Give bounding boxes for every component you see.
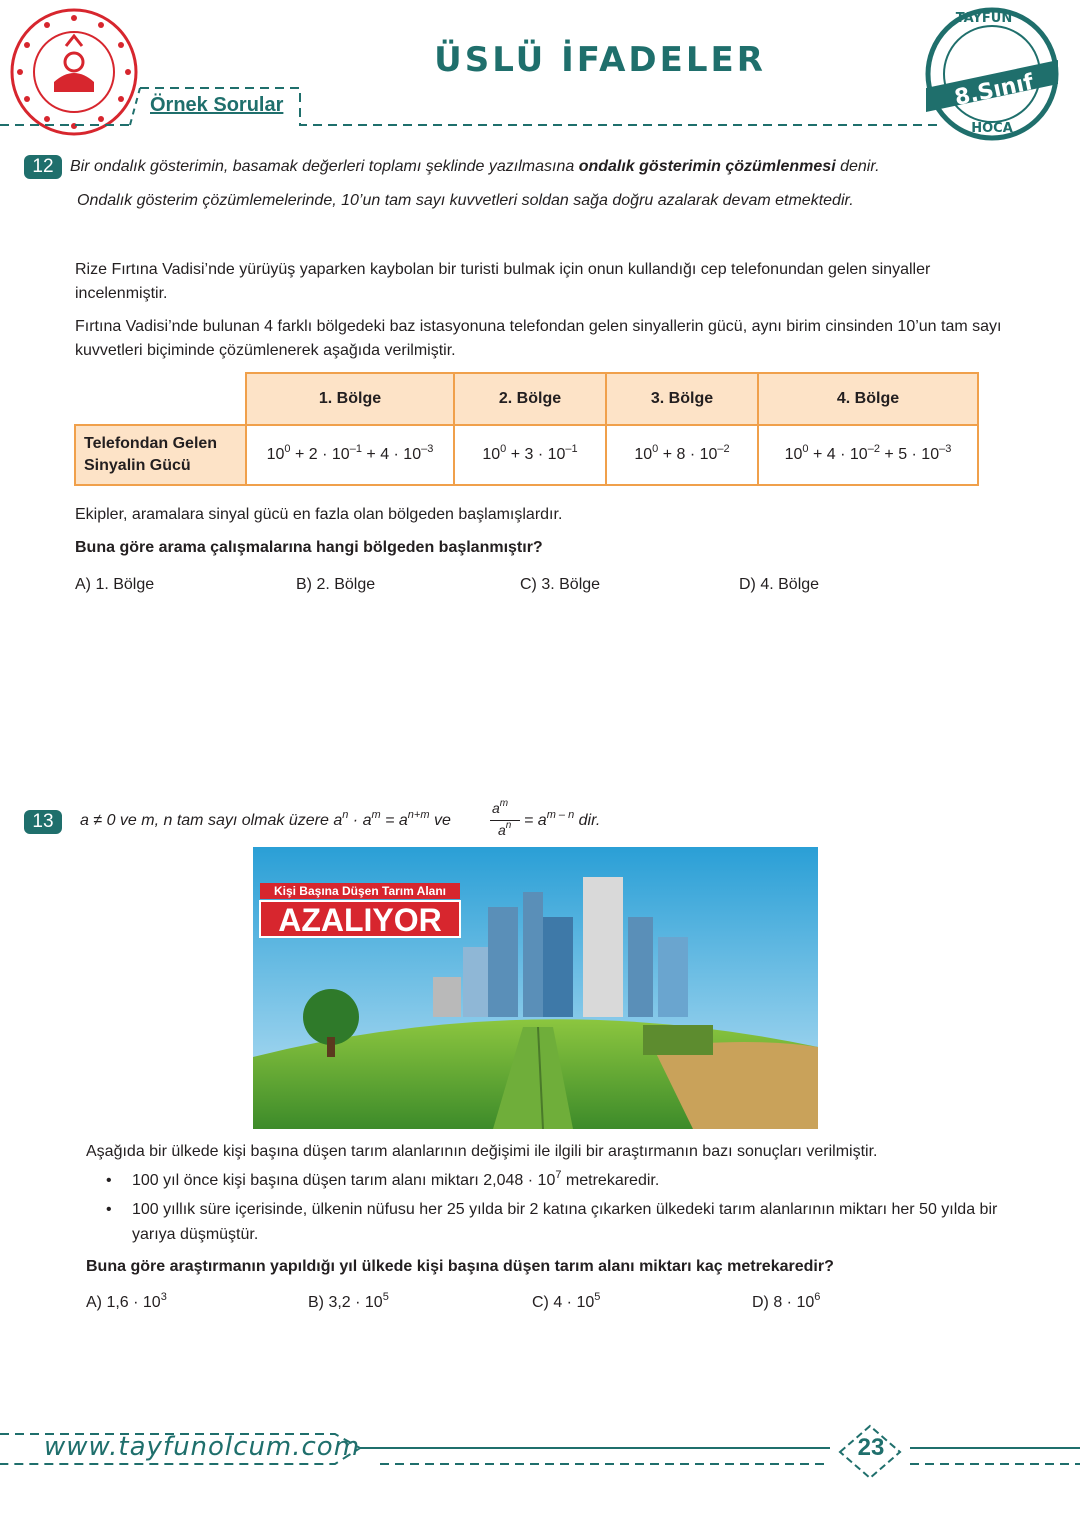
q13-option-b-exp: 5 — [382, 1291, 389, 1303]
q12-option-c[interactable]: C) 3. Bölge — [520, 576, 601, 593]
q13-option-b[interactable] — [308, 1291, 389, 1312]
q12-intro-plain: Bir ondalık gösterimin, basamak değerleri toplamı şeklinde yazılmasına — [70, 158, 579, 175]
tayfun-hoca-stamp — [918, 2, 1066, 144]
q13-bullet-list — [86, 1168, 1006, 1251]
q13-option-c-base: C) 4 · 10 — [532, 1294, 595, 1311]
q12-option-d[interactable]: D) 4. Bölge — [739, 576, 820, 593]
q13-question: Buna göre araştırmanın yapıldığı yıl ülkede kişi başına düşen tarım alanı miktarı kaç metrekaredir? — [86, 1258, 834, 1275]
q12-option-b[interactable]: B) 2. Bölge — [296, 576, 376, 593]
bullet1-exp: 7 — [555, 1169, 562, 1181]
question-number-12: 12 — [24, 155, 62, 179]
q13-option-c-exp: 5 — [594, 1291, 601, 1303]
q13-rule: a ≠ 0 ve m, n tam sayı olmak üzere $a^n \cdot a^m = a^{n+m}$ ve $a^m$ $a^n$ = $a^{m - n}$ dir. — [80, 798, 601, 838]
table-header-2: 2. Bölge — [454, 373, 606, 425]
q13-option-d[interactable] — [752, 1291, 821, 1312]
q13-bullet-2: • 100 yıllık süre içerisinde, ülkenin nüfusu her 25 yılda bir 2 katına çıkarken ülkedeki tarım alanlarının miktarı her 50 yılda bir yarıya düşmüştür. — [86, 1197, 1006, 1247]
q13-option-c[interactable] — [532, 1291, 601, 1312]
page-title: ÜSLÜ İFADELER — [434, 40, 766, 80]
q12-paragraph-2: Fırtına Vadisi’nde bulunan 4 farklı bölgedeki baz istasyonuna telefondan gelen sinyallerin gücü, aynı birim cinsinden 10’un tam sayı kuvvetleri biçiminde çözümlenerek aşağıda verilmiştir. — [75, 318, 1002, 359]
q13-option-b-base: B) 3,2 · 10 — [308, 1294, 383, 1311]
q13-option-d-base: D) 8 · 10 — [752, 1294, 815, 1311]
q13-option-d-exp: 6 — [814, 1291, 821, 1303]
q12-paragraph-1: Rize Fırtına Vadisi’nde yürüyüş yaparken kaybolan bir turisti bulmak için onun kullandığı cep telefonundan gelen sinyaller incelenmiştir. — [75, 261, 931, 302]
q12-intro-end: denir. — [835, 158, 880, 175]
table-header-1: 1. Bölge — [246, 373, 454, 425]
q12-option-a[interactable]: A) 1. Bölge — [75, 576, 155, 593]
table-row-header — [75, 425, 246, 485]
row-header-line-1: Telefondan Gelen — [84, 435, 218, 452]
q13-option-a-base: A) 1,6 · 10 — [86, 1294, 161, 1311]
bullet1-post: metrekaredir. — [561, 1172, 660, 1189]
q13-option-a[interactable] — [86, 1291, 167, 1312]
q12-paragraph-3: Ekipler, aramalara sinyal gücü en fazla olan bölgeden başlamışlardır. — [75, 506, 563, 523]
q12-question: Buna göre arama çalışmalarına hangi bölgeden başlanmıştır? — [75, 539, 543, 556]
q13-paragraph-1: Aşağıda bir ülkede kişi başına düşen tarım alanlarının değişimi ile ilgili bir araştırmanın bazı sonuçları verilmiştir. — [86, 1143, 878, 1160]
page-number: 23 — [857, 1434, 885, 1461]
q12-intro2: Ondalık gösterim çözümlemelerinde, 10’un tam sayı kuvvetleri soldan sağa doğru azalarak devam etmektedir. — [77, 192, 854, 209]
farmland-city-image — [253, 847, 818, 1129]
stamp-grade-text: 8.Sınıf — [952, 69, 1036, 112]
image-banner: AZALIYOR — [278, 902, 442, 938]
q12-intro — [70, 158, 1060, 176]
table-cell-region-3: $10^0 + 8 \cdot 10^{-2}$ — [606, 425, 758, 485]
website-link[interactable]: www.tayfunolcum.com — [44, 1432, 361, 1462]
table-cell-region-1: $10^0 + 2 \cdot 10^{-1} + 4 \cdot 10^{-3}$ — [246, 425, 454, 485]
table-header-3: 3. Bölge — [606, 373, 758, 425]
row-header-line-2: Sinyalin Gücü — [84, 457, 191, 474]
table-cell-region-4: $10^0 + 4 \cdot 10^{-2} + 5 \cdot 10^{-3}$ — [758, 425, 978, 485]
table-header-4: 4. Bölge — [758, 373, 978, 425]
bullet1-pre: 100 yıl önce kişi başına düşen tarım alanı miktarı 2,048 · 10 — [132, 1172, 556, 1189]
signal-table — [74, 372, 979, 486]
section-subtitle: Örnek Sorular — [150, 94, 284, 116]
q12-intro-bold: ondalık gösterimin çözümlenmesi — [578, 158, 836, 175]
table-cell-region-2: $10^0 + 3 \cdot 10^{-1}$ — [454, 425, 606, 485]
stamp-top-text: TAYFUN — [955, 11, 1013, 26]
q13-option-a-exp: 3 — [160, 1291, 167, 1303]
image-label: Kişi Başına Düşen Tarım Alanı — [273, 884, 447, 898]
stamp-bottom-text: HOCA — [971, 121, 1013, 136]
question-number-13: 13 — [24, 810, 62, 834]
header-dashed-line — [0, 80, 940, 130]
q13-bullet-1 — [86, 1168, 1006, 1193]
table-corner — [75, 373, 246, 425]
